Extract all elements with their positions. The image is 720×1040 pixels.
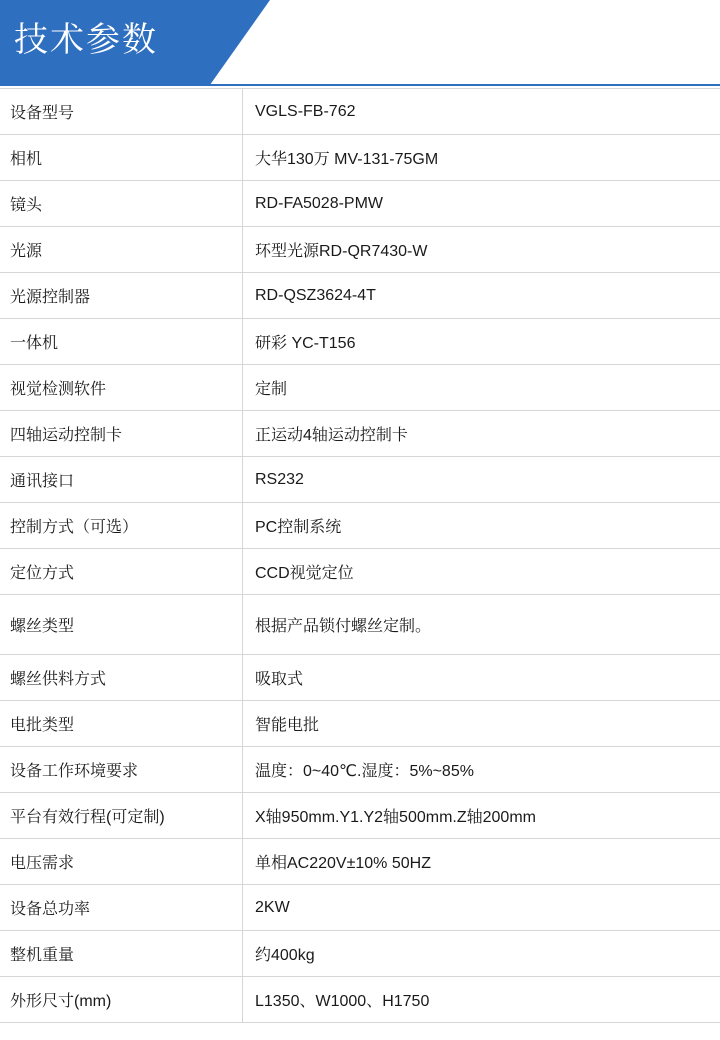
banner-underline [0,84,720,86]
spec-table [0,88,720,1023]
table-row [0,227,720,273]
spec-label: 外形尺寸(mm) [0,977,243,1023]
spec-value: 单相AC220V±10% 50HZ [243,839,720,885]
spec-label: 电压需求 [0,839,243,885]
spec-value: 定制 [243,365,720,411]
table-row [0,181,720,227]
table-row [0,595,720,655]
spec-label: 控制方式（可选） [0,503,243,549]
spec-value: X轴950mm.Y1.Y2轴500mm.Z轴200mm [243,793,720,839]
table-row [0,457,720,503]
spec-value: 约400kg [243,931,720,977]
spec-value: 环型光源RD-QR7430-W [243,227,720,273]
table-row [0,365,720,411]
spec-label: 通讯接口 [0,457,243,503]
table-row [0,273,720,319]
table-row [0,839,720,885]
table-row [0,793,720,839]
spec-value: 2KW [243,885,720,931]
table-row [0,977,720,1023]
table-row [0,135,720,181]
table-row [0,89,720,135]
spec-label: 一体机 [0,319,243,365]
spec-label: 四轴运动控制卡 [0,411,243,457]
table-row [0,931,720,977]
table-row [0,885,720,931]
spec-value: 温度：0~40℃.湿度：5%~85% [243,747,720,793]
spec-label: 光源控制器 [0,273,243,319]
spec-label: 电批类型 [0,701,243,747]
spec-label: 视觉检测软件 [0,365,243,411]
spec-value: 研彩 YC-T156 [243,319,720,365]
table-row [0,411,720,457]
spec-label: 光源 [0,227,243,273]
spec-table-body [0,89,720,1023]
spec-value: RD-FA5028-PMW [243,181,720,227]
spec-value: RD-QSZ3624-4T [243,273,720,319]
spec-label: 整机重量 [0,931,243,977]
spec-label: 设备总功率 [0,885,243,931]
spec-label: 镜头 [0,181,243,227]
spec-label: 设备工作环境要求 [0,747,243,793]
spec-value: VGLS-FB-762 [243,89,720,135]
spec-value: 正运动4轴运动控制卡 [243,411,720,457]
header-banner [0,0,270,84]
spec-label: 设备型号 [0,89,243,135]
spec-value: L1350、W1000、H1750 [243,977,720,1023]
spec-label: 相机 [0,135,243,181]
spec-value: 根据产品锁付螺丝定制。 [243,595,720,655]
table-row [0,655,720,701]
spec-value: 吸取式 [243,655,720,701]
table-row [0,549,720,595]
spec-value: CCD视觉定位 [243,549,720,595]
spec-value: RS232 [243,457,720,503]
spec-label: 定位方式 [0,549,243,595]
spec-label: 螺丝类型 [0,595,243,655]
table-row [0,503,720,549]
spec-label: 平台有效行程(可定制) [0,793,243,839]
spec-label: 螺丝供料方式 [0,655,243,701]
spec-value: 智能电批 [243,701,720,747]
table-row [0,701,720,747]
spec-value: PC控制系统 [243,503,720,549]
table-row [0,319,720,365]
page-title: 技术参数 [14,21,158,59]
spec-value: 大华130万 MV-131-75GM [243,135,720,181]
table-row [0,747,720,793]
